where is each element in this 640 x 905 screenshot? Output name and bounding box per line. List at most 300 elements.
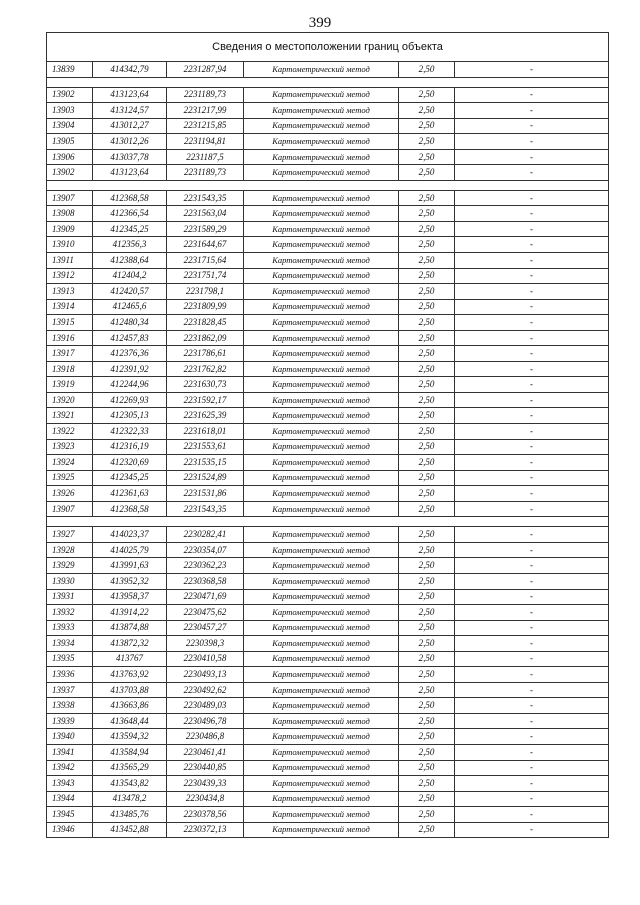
x-coordinate-cell: 413914,22 [93, 605, 167, 621]
accuracy-cell: 2,50 [399, 439, 455, 455]
method-cell: Картометрический метод [244, 237, 399, 253]
point-number-cell: 13922 [47, 424, 93, 440]
table-row [47, 620, 609, 636]
accuracy-cell: 2,50 [399, 377, 455, 393]
accuracy-cell: 2,50 [399, 636, 455, 652]
description-cell: - [455, 636, 609, 652]
method-cell: Картометрический метод [244, 408, 399, 424]
accuracy-cell: 2,50 [399, 807, 455, 823]
method-cell: Картометрический метод [244, 667, 399, 683]
point-number-cell: 13839 [47, 62, 93, 78]
point-number-cell: 13909 [47, 221, 93, 237]
x-coordinate-cell: 413012,27 [93, 118, 167, 134]
method-cell: Картометрический метод [244, 221, 399, 237]
y-coordinate-cell: 2231751,74 [167, 268, 244, 284]
y-coordinate-cell: 2230489,03 [167, 698, 244, 714]
x-coordinate-cell: 412391,92 [93, 361, 167, 377]
description-cell: - [455, 377, 609, 393]
accuracy-cell: 2,50 [399, 165, 455, 181]
method-cell: Картометрический метод [244, 698, 399, 714]
method-cell: Картометрический метод [244, 206, 399, 222]
table-row [47, 346, 609, 362]
x-coordinate-cell: 412345,25 [93, 470, 167, 486]
method-cell: Картометрический метод [244, 791, 399, 807]
point-number-cell: 13935 [47, 651, 93, 667]
table-row [47, 713, 609, 729]
accuracy-cell: 2,50 [399, 408, 455, 424]
accuracy-cell: 2,50 [399, 455, 455, 471]
point-number-cell: 13940 [47, 729, 93, 745]
method-cell: Картометрический метод [244, 268, 399, 284]
y-coordinate-cell: 2230282,41 [167, 527, 244, 543]
point-number-cell: 13912 [47, 268, 93, 284]
table-row [47, 573, 609, 589]
description-cell: - [455, 651, 609, 667]
x-coordinate-cell: 414025,79 [93, 542, 167, 558]
group-separator-row [47, 180, 609, 190]
description-cell: - [455, 682, 609, 698]
point-number-cell: 13932 [47, 605, 93, 621]
group-separator-cell [47, 77, 609, 87]
y-coordinate-cell: 2231786,61 [167, 346, 244, 362]
table-row [47, 667, 609, 683]
method-cell: Картометрический метод [244, 190, 399, 206]
x-coordinate-cell: 412368,58 [93, 190, 167, 206]
x-coordinate-cell: 414023,37 [93, 527, 167, 543]
point-number-cell: 13908 [47, 206, 93, 222]
accuracy-cell: 2,50 [399, 299, 455, 315]
description-cell: - [455, 253, 609, 269]
description-cell: - [455, 486, 609, 502]
description-cell: - [455, 62, 609, 78]
method-cell: Картометрический метод [244, 682, 399, 698]
x-coordinate-cell: 412244,96 [93, 377, 167, 393]
x-coordinate-cell: 412361,63 [93, 486, 167, 502]
method-cell: Картометрический метод [244, 470, 399, 486]
table-row [47, 299, 609, 315]
table-row [47, 791, 609, 807]
description-cell: - [455, 330, 609, 346]
point-number-cell: 13928 [47, 542, 93, 558]
y-coordinate-cell: 2230398,3 [167, 636, 244, 652]
y-coordinate-cell: 2231553,61 [167, 439, 244, 455]
x-coordinate-cell: 413012,26 [93, 134, 167, 150]
method-cell: Картометрический метод [244, 103, 399, 119]
x-coordinate-cell: 412368,58 [93, 501, 167, 517]
description-cell: - [455, 542, 609, 558]
table-header-row [47, 33, 609, 62]
table-row [47, 149, 609, 165]
x-coordinate-cell: 412345,25 [93, 221, 167, 237]
method-cell: Картометрический метод [244, 527, 399, 543]
y-coordinate-cell: 2231862,09 [167, 330, 244, 346]
accuracy-cell: 2,50 [399, 470, 455, 486]
point-number-cell: 13939 [47, 713, 93, 729]
y-coordinate-cell: 2231798,1 [167, 284, 244, 300]
description-cell: - [455, 791, 609, 807]
accuracy-cell: 2,50 [399, 206, 455, 222]
method-cell: Картометрический метод [244, 346, 399, 362]
method-cell: Картометрический метод [244, 776, 399, 792]
accuracy-cell: 2,50 [399, 527, 455, 543]
description-cell: - [455, 744, 609, 760]
description-cell: - [455, 424, 609, 440]
table-row [47, 542, 609, 558]
y-coordinate-cell: 2231189,73 [167, 87, 244, 103]
method-cell: Картометрический метод [244, 542, 399, 558]
point-number-cell: 13931 [47, 589, 93, 605]
description-cell: - [455, 698, 609, 714]
y-coordinate-cell: 2231543,35 [167, 190, 244, 206]
y-coordinate-cell: 2230493,13 [167, 667, 244, 683]
x-coordinate-cell: 413767 [93, 651, 167, 667]
table-row [47, 62, 609, 78]
x-coordinate-cell: 413452,88 [93, 822, 167, 838]
table-row [47, 729, 609, 745]
description-cell: - [455, 346, 609, 362]
y-coordinate-cell: 2231187,5 [167, 149, 244, 165]
point-number-cell: 13926 [47, 486, 93, 502]
y-coordinate-cell: 2231644,67 [167, 237, 244, 253]
y-coordinate-cell: 2231189,73 [167, 165, 244, 181]
point-number-cell: 13920 [47, 392, 93, 408]
method-cell: Картометрический метод [244, 134, 399, 150]
point-number-cell: 13937 [47, 682, 93, 698]
y-coordinate-cell: 2231531,86 [167, 486, 244, 502]
x-coordinate-cell: 413703,88 [93, 682, 167, 698]
y-coordinate-cell: 2230496,78 [167, 713, 244, 729]
method-cell: Картометрический метод [244, 760, 399, 776]
y-coordinate-cell: 2231563,04 [167, 206, 244, 222]
method-cell: Картометрический метод [244, 651, 399, 667]
description-cell: - [455, 558, 609, 574]
y-coordinate-cell: 2230362,23 [167, 558, 244, 574]
x-coordinate-cell: 414342,79 [93, 62, 167, 78]
y-coordinate-cell: 2230410,58 [167, 651, 244, 667]
method-cell: Картометрический метод [244, 253, 399, 269]
method-cell: Картометрический метод [244, 605, 399, 621]
x-coordinate-cell: 413991,63 [93, 558, 167, 574]
x-coordinate-cell: 412316,19 [93, 439, 167, 455]
x-coordinate-cell: 413037,78 [93, 149, 167, 165]
accuracy-cell: 2,50 [399, 361, 455, 377]
table-row [47, 760, 609, 776]
y-coordinate-cell: 2230434,8 [167, 791, 244, 807]
table-row [47, 605, 609, 621]
point-number-cell: 13927 [47, 527, 93, 543]
accuracy-cell: 2,50 [399, 253, 455, 269]
point-number-cell: 13914 [47, 299, 93, 315]
description-cell: - [455, 729, 609, 745]
method-cell: Картометрический метод [244, 284, 399, 300]
description-cell: - [455, 134, 609, 150]
accuracy-cell: 2,50 [399, 605, 455, 621]
point-number-cell: 13936 [47, 667, 93, 683]
table-row [47, 744, 609, 760]
method-cell: Картометрический метод [244, 299, 399, 315]
x-coordinate-cell: 412305,13 [93, 408, 167, 424]
y-coordinate-cell: 2231194,81 [167, 134, 244, 150]
method-cell: Картометрический метод [244, 573, 399, 589]
y-coordinate-cell: 2230457,27 [167, 620, 244, 636]
x-coordinate-cell: 413958,37 [93, 589, 167, 605]
point-number-cell: 13906 [47, 149, 93, 165]
x-coordinate-cell: 413952,32 [93, 573, 167, 589]
y-coordinate-cell: 2230471,69 [167, 589, 244, 605]
table-row [47, 221, 609, 237]
x-coordinate-cell: 412366,54 [93, 206, 167, 222]
method-cell: Картометрический метод [244, 744, 399, 760]
x-coordinate-cell: 413584,94 [93, 744, 167, 760]
accuracy-cell: 2,50 [399, 149, 455, 165]
y-coordinate-cell: 2231589,29 [167, 221, 244, 237]
accuracy-cell: 2,50 [399, 744, 455, 760]
group-separator-row [47, 77, 609, 87]
accuracy-cell: 2,50 [399, 330, 455, 346]
description-cell: - [455, 87, 609, 103]
group-separator-row [47, 517, 609, 527]
description-cell: - [455, 527, 609, 543]
y-coordinate-cell: 2230439,33 [167, 776, 244, 792]
accuracy-cell: 2,50 [399, 589, 455, 605]
group-separator-cell [47, 180, 609, 190]
description-cell: - [455, 589, 609, 605]
table-row [47, 455, 609, 471]
accuracy-cell: 2,50 [399, 134, 455, 150]
y-coordinate-cell: 2231809,99 [167, 299, 244, 315]
method-cell: Картометрический метод [244, 636, 399, 652]
y-coordinate-cell: 2231287,94 [167, 62, 244, 78]
accuracy-cell: 2,50 [399, 501, 455, 517]
y-coordinate-cell: 2231524,89 [167, 470, 244, 486]
table-row [47, 134, 609, 150]
table-row [47, 392, 609, 408]
point-number-cell: 13902 [47, 165, 93, 181]
description-cell: - [455, 760, 609, 776]
table-row [47, 822, 609, 838]
method-cell: Картометрический метод [244, 822, 399, 838]
table-row [47, 377, 609, 393]
point-number-cell: 13944 [47, 791, 93, 807]
x-coordinate-cell: 412269,93 [93, 392, 167, 408]
description-cell: - [455, 315, 609, 331]
table-body [47, 33, 609, 838]
description-cell: - [455, 455, 609, 471]
table-row [47, 237, 609, 253]
x-coordinate-cell: 413663,86 [93, 698, 167, 714]
y-coordinate-cell: 2230440,85 [167, 760, 244, 776]
accuracy-cell: 2,50 [399, 315, 455, 331]
table-title: Сведения о местоположении границ объекта [47, 33, 609, 62]
x-coordinate-cell: 412480,34 [93, 315, 167, 331]
description-cell: - [455, 392, 609, 408]
accuracy-cell: 2,50 [399, 62, 455, 78]
table-row [47, 589, 609, 605]
description-cell: - [455, 573, 609, 589]
point-number-cell: 13938 [47, 698, 93, 714]
point-number-cell: 13915 [47, 315, 93, 331]
point-number-cell: 13930 [47, 573, 93, 589]
method-cell: Картометрический метод [244, 165, 399, 181]
y-coordinate-cell: 2231215,85 [167, 118, 244, 134]
y-coordinate-cell: 2231625,39 [167, 408, 244, 424]
description-cell: - [455, 118, 609, 134]
table-row [47, 118, 609, 134]
table-row [47, 501, 609, 517]
method-cell: Картометрический метод [244, 807, 399, 823]
y-coordinate-cell: 2231762,82 [167, 361, 244, 377]
y-coordinate-cell: 2231592,17 [167, 392, 244, 408]
x-coordinate-cell: 412322,33 [93, 424, 167, 440]
x-coordinate-cell: 412404,2 [93, 268, 167, 284]
x-coordinate-cell: 412388,64 [93, 253, 167, 269]
table-row [47, 268, 609, 284]
method-cell: Картометрический метод [244, 118, 399, 134]
point-number-cell: 13941 [47, 744, 93, 760]
description-cell: - [455, 268, 609, 284]
table-row [47, 284, 609, 300]
point-number-cell: 13902 [47, 87, 93, 103]
table-row [47, 636, 609, 652]
x-coordinate-cell: 413478,2 [93, 791, 167, 807]
x-coordinate-cell: 412457,83 [93, 330, 167, 346]
page-number: 399 [308, 15, 332, 31]
accuracy-cell: 2,50 [399, 268, 455, 284]
y-coordinate-cell: 2231828,45 [167, 315, 244, 331]
method-cell: Картометрический метод [244, 589, 399, 605]
method-cell: Картометрический метод [244, 361, 399, 377]
accuracy-cell: 2,50 [399, 118, 455, 134]
table-row [47, 253, 609, 269]
accuracy-cell: 2,50 [399, 682, 455, 698]
point-number-cell: 13904 [47, 118, 93, 134]
accuracy-cell: 2,50 [399, 791, 455, 807]
method-cell: Картометрический метод [244, 377, 399, 393]
description-cell: - [455, 605, 609, 621]
group-separator-cell [47, 517, 609, 527]
table-row [47, 424, 609, 440]
description-cell: - [455, 103, 609, 119]
point-number-cell: 13905 [47, 134, 93, 150]
table-row [47, 439, 609, 455]
x-coordinate-cell: 412376,36 [93, 346, 167, 362]
x-coordinate-cell: 412420,57 [93, 284, 167, 300]
table-row [47, 698, 609, 714]
x-coordinate-cell: 413123,64 [93, 87, 167, 103]
description-cell: - [455, 221, 609, 237]
description-cell: - [455, 667, 609, 683]
description-cell: - [455, 190, 609, 206]
accuracy-cell: 2,50 [399, 620, 455, 636]
table-row [47, 470, 609, 486]
accuracy-cell: 2,50 [399, 284, 455, 300]
point-number-cell: 13921 [47, 408, 93, 424]
point-number-cell: 13918 [47, 361, 93, 377]
accuracy-cell: 2,50 [399, 651, 455, 667]
accuracy-cell: 2,50 [399, 87, 455, 103]
accuracy-cell: 2,50 [399, 486, 455, 502]
accuracy-cell: 2,50 [399, 760, 455, 776]
table-row [47, 330, 609, 346]
x-coordinate-cell: 413763,92 [93, 667, 167, 683]
point-number-cell: 13945 [47, 807, 93, 823]
description-cell: - [455, 165, 609, 181]
point-number-cell: 13919 [47, 377, 93, 393]
accuracy-cell: 2,50 [399, 392, 455, 408]
description-cell: - [455, 439, 609, 455]
table-row [47, 190, 609, 206]
table-row [47, 87, 609, 103]
table-row [47, 361, 609, 377]
table-row [47, 103, 609, 119]
description-cell: - [455, 284, 609, 300]
table-row [47, 776, 609, 792]
accuracy-cell: 2,50 [399, 713, 455, 729]
method-cell: Картометрический метод [244, 501, 399, 517]
description-cell: - [455, 237, 609, 253]
accuracy-cell: 2,50 [399, 667, 455, 683]
accuracy-cell: 2,50 [399, 822, 455, 838]
accuracy-cell: 2,50 [399, 542, 455, 558]
table-row [47, 165, 609, 181]
method-cell: Картометрический метод [244, 455, 399, 471]
table-row [47, 206, 609, 222]
method-cell: Картометрический метод [244, 486, 399, 502]
boundary-table-container [46, 32, 608, 838]
accuracy-cell: 2,50 [399, 346, 455, 362]
y-coordinate-cell: 2231543,35 [167, 501, 244, 517]
x-coordinate-cell: 413565,29 [93, 760, 167, 776]
x-coordinate-cell: 413594,32 [93, 729, 167, 745]
y-coordinate-cell: 2230475,62 [167, 605, 244, 621]
table-row [47, 408, 609, 424]
description-cell: - [455, 149, 609, 165]
method-cell: Картометрический метод [244, 330, 399, 346]
y-coordinate-cell: 2231217,99 [167, 103, 244, 119]
y-coordinate-cell: 2230372,13 [167, 822, 244, 838]
x-coordinate-cell: 413872,32 [93, 636, 167, 652]
method-cell: Картометрический метод [244, 729, 399, 745]
boundary-coordinates-table [46, 32, 609, 838]
point-number-cell: 13911 [47, 253, 93, 269]
method-cell: Картометрический метод [244, 439, 399, 455]
y-coordinate-cell: 2231630,73 [167, 377, 244, 393]
point-number-cell: 13924 [47, 455, 93, 471]
x-coordinate-cell: 412465,6 [93, 299, 167, 315]
point-number-cell: 13946 [47, 822, 93, 838]
point-number-cell: 13923 [47, 439, 93, 455]
x-coordinate-cell: 413648,44 [93, 713, 167, 729]
point-number-cell: 13917 [47, 346, 93, 362]
y-coordinate-cell: 2230368,58 [167, 573, 244, 589]
method-cell: Картометрический метод [244, 315, 399, 331]
x-coordinate-cell: 413874,88 [93, 620, 167, 636]
point-number-cell: 13913 [47, 284, 93, 300]
description-cell: - [455, 807, 609, 823]
method-cell: Картометрический метод [244, 558, 399, 574]
description-cell: - [455, 470, 609, 486]
method-cell: Картометрический метод [244, 62, 399, 78]
x-coordinate-cell: 413543,82 [93, 776, 167, 792]
y-coordinate-cell: 2231715,64 [167, 253, 244, 269]
y-coordinate-cell: 2231618,01 [167, 424, 244, 440]
table-row [47, 558, 609, 574]
table-row [47, 527, 609, 543]
description-cell: - [455, 776, 609, 792]
accuracy-cell: 2,50 [399, 698, 455, 714]
x-coordinate-cell: 413123,64 [93, 165, 167, 181]
table-row [47, 807, 609, 823]
